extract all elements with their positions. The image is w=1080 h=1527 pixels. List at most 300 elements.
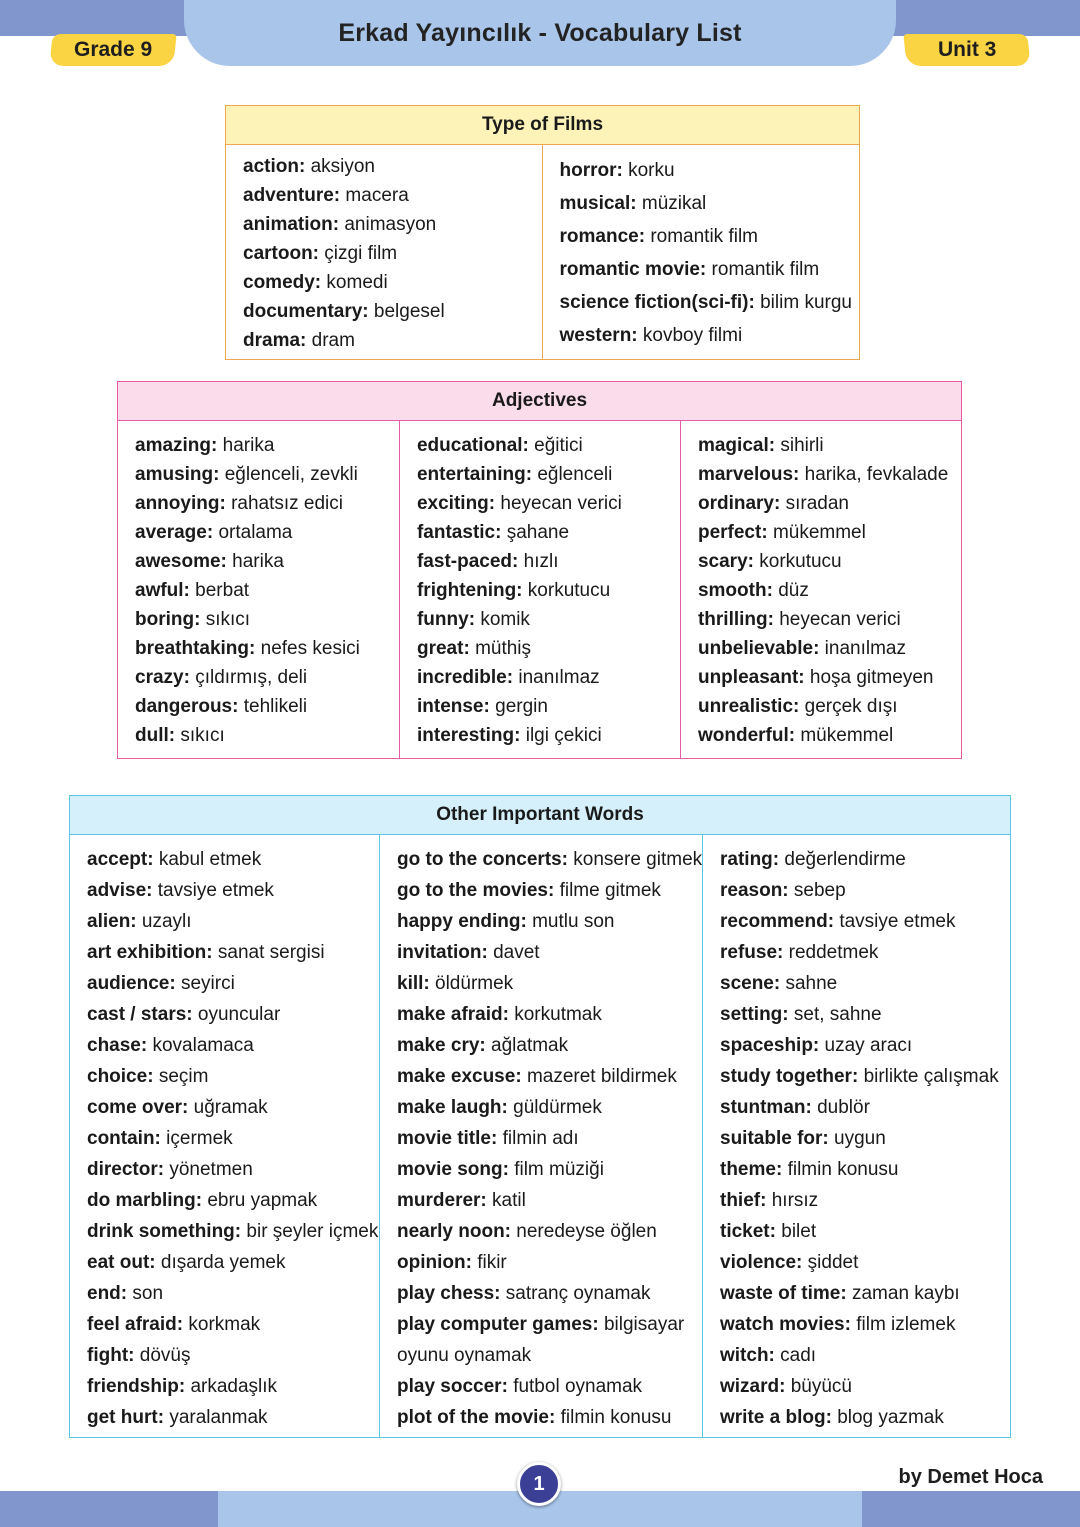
vocab-meaning: futbol oynamak	[513, 1376, 643, 1397]
vocab-meaning: filmin adı	[502, 1128, 579, 1149]
vocab-meaning: korkutucu	[527, 580, 611, 601]
vocab-meaning: sıradan	[785, 493, 849, 514]
vocab-term: horror:	[559, 160, 623, 181]
vocab-entry	[698, 436, 961, 455]
vocab-term: setting:	[720, 1004, 789, 1025]
vocab-entry	[87, 1098, 379, 1117]
vocab-term: happy ending:	[397, 911, 527, 932]
vocab-meaning: ağlatmak	[491, 1035, 569, 1056]
vocab-entry	[135, 726, 399, 745]
vocab-entry	[417, 523, 680, 542]
vocab-term: waste of time:	[720, 1283, 847, 1304]
vocab-entry	[87, 1191, 379, 1210]
vocab-term: kill:	[397, 973, 430, 994]
vocab-term: refuse:	[720, 942, 784, 963]
vocab-meaning: sebep	[793, 880, 846, 901]
vocab-term: cast / stars:	[87, 1004, 193, 1025]
vocab-entry	[720, 1408, 1009, 1427]
grade-badge	[49, 34, 176, 66]
vocab-entry	[698, 581, 961, 600]
vocab-term: do marbling:	[87, 1190, 203, 1211]
vocab-entry	[397, 1222, 702, 1241]
vocab-term: friendship:	[87, 1376, 186, 1397]
vocab-entry	[87, 1377, 379, 1396]
vocab-meaning: harika	[222, 435, 275, 456]
vocab-meaning: kovboy filmi	[642, 325, 743, 346]
vocab-term: romance:	[559, 226, 646, 247]
vocab-meaning: heyecan verici	[779, 609, 901, 630]
vocab-meaning: gerçek dışı	[804, 696, 898, 717]
vocab-meaning: uzaylı	[141, 911, 192, 932]
vocab-term: play computer games:	[397, 1314, 599, 1335]
vocab-meaning: arkadaşlık	[190, 1376, 278, 1397]
vocab-entry	[397, 1315, 702, 1334]
vocab-term: magical:	[697, 435, 776, 456]
vocab-term: violence:	[720, 1252, 803, 1273]
vocab-entry	[397, 1408, 702, 1427]
vocab-entry	[87, 912, 379, 931]
vocab-entry	[720, 1160, 1009, 1179]
films-column-2	[543, 145, 860, 359]
other-words-table-title: Other Important Words	[70, 796, 1010, 835]
vocab-entry	[243, 302, 542, 321]
vocab-term: get hurt:	[87, 1407, 165, 1428]
vocab-meaning: öldürmek	[435, 973, 514, 994]
vocab-term: art exhibition:	[87, 942, 213, 963]
vocab-entry	[135, 552, 399, 571]
vocab-meaning: korku	[628, 160, 675, 181]
vocab-entry	[720, 912, 1009, 931]
vocab-term: exciting:	[416, 493, 496, 514]
vocab-entry	[87, 1284, 379, 1303]
vocab-term: invitation:	[397, 942, 488, 963]
vocab-entry	[698, 552, 961, 571]
vocab-entry	[135, 494, 399, 513]
vocab-entry	[87, 1160, 379, 1179]
vocab-meaning: uzay aracı	[824, 1035, 913, 1056]
vocab-term: unrealistic:	[697, 696, 800, 717]
vocab-entry	[87, 1036, 379, 1055]
vocab-entry	[720, 974, 1009, 993]
vocab-entry	[720, 1005, 1009, 1024]
vocab-term: write a blog:	[720, 1407, 832, 1428]
page-number: 1	[533, 1472, 545, 1495]
vocab-meaning: dublör	[817, 1097, 870, 1118]
vocab-entry	[87, 881, 379, 900]
vocab-term: alien:	[87, 911, 137, 932]
vocab-meaning: heyecan verici	[500, 493, 622, 514]
vocab-entry	[87, 1222, 379, 1241]
vocab-meaning: ilgi çekici	[525, 725, 602, 746]
vocab-term: smooth:	[697, 580, 773, 601]
vocab-meaning: fikir	[477, 1252, 507, 1273]
vocab-meaning: sihirli	[780, 435, 824, 456]
vocab-entry	[87, 974, 379, 993]
vocab-term: amusing:	[135, 464, 220, 485]
vocab-term: go to the concerts:	[397, 849, 569, 870]
vocab-meaning: harika	[232, 551, 284, 572]
vocab-term: choice:	[87, 1066, 154, 1087]
vocab-entry	[87, 1408, 379, 1427]
vocab-entry	[720, 943, 1009, 962]
vocab-term: interesting:	[416, 725, 521, 746]
films-table-title: Type of Films	[226, 106, 859, 145]
vocab-entry	[720, 1253, 1009, 1272]
vocab-term: thrilling:	[697, 609, 774, 630]
vocab-entry	[243, 186, 542, 205]
vocab-term: funny:	[416, 609, 476, 630]
vocab-entry	[698, 639, 961, 658]
vocab-term: fight:	[87, 1345, 135, 1366]
vocab-entry	[87, 1005, 379, 1024]
vocab-meaning: cadı	[780, 1345, 817, 1366]
vocab-term: ticket:	[720, 1221, 776, 1242]
vocab-meaning: rahatsız edici	[231, 493, 344, 514]
vocab-entry	[417, 465, 680, 484]
vocab-meaning: bir şeyler içmek	[246, 1221, 379, 1242]
vocab-term: nearly noon:	[397, 1221, 512, 1242]
vocab-term: average:	[135, 522, 214, 543]
vocab-meaning: ebru yapmak	[207, 1190, 318, 1211]
vocab-entry	[243, 331, 542, 350]
vocab-entry	[720, 1129, 1009, 1148]
vocab-term: dull:	[135, 725, 176, 746]
vocab-term: contain:	[87, 1128, 161, 1149]
vocab-entry	[135, 639, 399, 658]
vocab-meaning: harika, fevkalade	[804, 464, 949, 485]
vocab-entry	[87, 850, 379, 869]
vocab-entry	[397, 974, 702, 993]
vocab-meaning: hoşa gitmeyen	[809, 667, 934, 688]
vocab-meaning: ortalama	[218, 522, 293, 543]
vocab-term: fantastic:	[416, 522, 502, 543]
vocab-term: play chess:	[397, 1283, 501, 1304]
vocab-entry	[135, 697, 399, 716]
vocab-meaning: bilet	[781, 1221, 817, 1242]
vocab-entry	[397, 1191, 702, 1210]
vocab-entry	[698, 668, 961, 687]
vocab-entry	[397, 1129, 702, 1148]
vocab-entry	[560, 227, 860, 246]
vocab-term: audience:	[87, 973, 176, 994]
vocab-meaning: sanat sergisi	[217, 942, 325, 963]
vocab-meaning: mazeret bildirmek	[526, 1066, 677, 1087]
vocab-meaning: kabul etmek	[158, 849, 262, 870]
other-words-column-2	[379, 835, 702, 1437]
vocab-term: great:	[416, 638, 470, 659]
vocab-term: eat out:	[87, 1252, 156, 1273]
vocab-meaning: dövüş	[139, 1345, 191, 1366]
vocab-entry	[417, 610, 680, 629]
vocab-meaning: satranç oynamak	[505, 1283, 651, 1304]
adjectives-column-2	[399, 421, 680, 758]
vocab-term: suitable for:	[720, 1128, 829, 1149]
vocab-term: murderer:	[397, 1190, 487, 1211]
vocab-term: make cry:	[397, 1035, 486, 1056]
vocab-term: crazy:	[135, 667, 190, 688]
vocab-entry	[135, 610, 399, 629]
vocab-entry	[397, 912, 702, 931]
vocab-entry	[417, 697, 680, 716]
vocab-term: stuntman:	[720, 1097, 812, 1118]
vocab-meaning: bilim kurgu	[760, 292, 852, 313]
vocab-entry	[720, 881, 1009, 900]
vocab-term: comedy:	[243, 272, 322, 293]
vocab-entry	[135, 523, 399, 542]
vocab-meaning: müthiş	[475, 638, 532, 659]
vocab-meaning: mükemmel	[772, 522, 866, 543]
vocab-entry	[417, 726, 680, 745]
page-number-badge	[517, 1462, 561, 1506]
vocab-meaning: eğlenceli	[537, 464, 613, 485]
vocab-meaning: seçim	[158, 1066, 209, 1087]
vocab-meaning: bilgisayar	[603, 1314, 685, 1335]
vocab-entry	[720, 850, 1009, 869]
vocab-term: opinion:	[397, 1252, 472, 1273]
vocab-entry	[698, 494, 961, 513]
vocab-meaning: animasyon	[344, 214, 437, 235]
vocab-term: perfect:	[697, 522, 768, 543]
vocab-term: breathtaking:	[135, 638, 256, 659]
vocab-meaning: neredeyse öğlen	[516, 1221, 657, 1242]
vocab-term: end:	[87, 1283, 128, 1304]
vocab-meaning: film müziği	[514, 1159, 604, 1180]
vocab-entry	[397, 850, 702, 869]
vocab-term: make afraid:	[397, 1004, 509, 1025]
vocab-entry	[560, 326, 860, 345]
vocab-meaning: filmin konusu	[787, 1159, 899, 1180]
other-words-table	[69, 795, 1011, 1438]
vocab-meaning: büyücü	[790, 1376, 853, 1397]
vocab-term: advise:	[87, 880, 153, 901]
vocab-term: ordinary:	[697, 493, 781, 514]
adjectives-table	[117, 381, 962, 759]
vocab-entry	[417, 668, 680, 687]
vocab-meaning: davet	[493, 942, 540, 963]
vocab-entry	[397, 1377, 702, 1396]
vocab-term: rating:	[720, 849, 780, 870]
vocab-term: dangerous:	[135, 696, 239, 717]
vocab-term: western:	[559, 325, 638, 346]
vocab-entry	[698, 523, 961, 542]
vocab-entry	[243, 215, 542, 234]
vocab-term: frightening:	[416, 580, 523, 601]
films-table	[225, 105, 860, 360]
vocab-entry	[560, 293, 860, 312]
vocab-meaning: macera	[345, 185, 409, 206]
vocab-meaning: değerlendirme	[784, 849, 906, 870]
vocab-entry	[397, 1346, 702, 1365]
vocab-meaning: kovalamaca	[152, 1035, 254, 1056]
adjectives-column-1	[118, 421, 399, 758]
header-title-banner	[184, 0, 896, 66]
vocab-term: movie song:	[397, 1159, 509, 1180]
vocab-term: incredible:	[416, 667, 514, 688]
author-credit: by Demet Hoca	[898, 1466, 1043, 1488]
vocab-entry	[698, 697, 961, 716]
vocab-entry	[720, 1191, 1009, 1210]
vocab-entry	[397, 943, 702, 962]
vocab-term: awesome:	[135, 551, 227, 572]
vocab-meaning: dışarda yemek	[160, 1252, 286, 1273]
vocab-term: intense:	[416, 696, 490, 717]
vocab-meaning: blog yazmak	[837, 1407, 944, 1428]
vocab-entry	[87, 1346, 379, 1365]
vocab-term: science fiction(sci-fi):	[559, 292, 755, 313]
vocab-term: educational:	[416, 435, 529, 456]
vocab-term: make laugh:	[397, 1097, 508, 1118]
vocab-meaning: düz	[778, 580, 809, 601]
vocab-meaning: eğitici	[534, 435, 583, 456]
vocab-entry	[397, 1005, 702, 1024]
vocab-entry	[135, 668, 399, 687]
vocab-entry	[397, 881, 702, 900]
vocab-entry	[87, 943, 379, 962]
vocab-entry	[397, 1067, 702, 1086]
vocab-term: cartoon:	[243, 243, 319, 264]
vocab-entry	[397, 1253, 702, 1272]
vocab-entry	[560, 260, 860, 279]
vocab-meaning: filmin konusu	[560, 1407, 672, 1428]
vocab-term: director:	[87, 1159, 165, 1180]
vocab-term: drama:	[243, 330, 307, 351]
vocab-term: boring:	[135, 609, 201, 630]
vocab-term: annoying:	[135, 493, 226, 514]
vocab-entry	[698, 726, 961, 745]
vocab-meaning: uğramak	[193, 1097, 268, 1118]
vocab-meaning: nefes kesici	[260, 638, 360, 659]
vocab-meaning: tavsiye etmek	[839, 911, 956, 932]
vocab-term: fast-paced:	[416, 551, 519, 572]
vocab-term: come over:	[87, 1097, 189, 1118]
vocab-entry	[135, 465, 399, 484]
vocab-entry	[87, 1253, 379, 1272]
unit-label: Unit 3	[937, 38, 997, 61]
page-title: Erkad Yayıncılık - Vocabulary List	[338, 18, 742, 47]
vocab-term: reason:	[720, 880, 789, 901]
vocab-term: spaceship:	[720, 1035, 820, 1056]
vocab-term: animation:	[243, 214, 340, 235]
vocab-entry	[720, 1098, 1009, 1117]
vocab-meaning: gergin	[495, 696, 548, 717]
vocab-term: musical:	[559, 193, 637, 214]
vocab-meaning: çıldırmış, deli	[195, 667, 308, 688]
vocab-meaning: son	[132, 1283, 164, 1304]
vocab-meaning: komedi	[326, 272, 388, 293]
vocab-entry	[87, 1315, 379, 1334]
vocab-entry	[397, 1284, 702, 1303]
vocab-term: recommend:	[720, 911, 835, 932]
vocab-meaning: eğlenceli, zevkli	[224, 464, 358, 485]
vocab-meaning: romantik film	[711, 259, 820, 280]
vocab-meaning: güldürmek	[513, 1097, 602, 1118]
vocab-entry	[720, 1377, 1009, 1396]
vocab-term: awful:	[135, 580, 190, 601]
vocab-meaning: korkutucu	[759, 551, 842, 572]
vocab-meaning: çizgi film	[324, 243, 398, 264]
vocab-term: thief:	[720, 1190, 767, 1211]
vocab-meaning: şahane	[506, 522, 570, 543]
vocab-meaning: mutlu son	[532, 911, 615, 932]
vocab-entry	[560, 161, 860, 180]
vocab-meaning: dram	[311, 330, 355, 351]
vocab-meaning: korkmak	[188, 1314, 261, 1335]
vocab-meaning: yönetmen	[169, 1159, 253, 1180]
adjectives-column-3	[680, 421, 961, 758]
vocab-meaning: romantik film	[650, 226, 758, 247]
vocab-meaning: set, sahne	[793, 1004, 882, 1025]
vocab-term: unpleasant:	[697, 667, 805, 688]
vocab-entry	[135, 436, 399, 455]
vocab-meaning: hızlı	[523, 551, 559, 572]
vocab-term: wonderful:	[697, 725, 796, 746]
vocab-term: go to the movies:	[397, 880, 555, 901]
vocab-term: marvelous:	[697, 464, 800, 485]
vocab-meaning: belgesel	[373, 301, 445, 322]
vocab-term: make excuse:	[397, 1066, 522, 1087]
vocab-meaning: tavsiye etmek	[157, 880, 274, 901]
vocab-term: romantic movie:	[559, 259, 707, 280]
vocab-entry	[417, 581, 680, 600]
vocab-term: play soccer:	[397, 1376, 508, 1397]
vocab-entry	[720, 1346, 1009, 1365]
vocab-entry	[135, 581, 399, 600]
vocab-term: feel afraid:	[87, 1314, 184, 1335]
vocab-meaning: aksiyon	[310, 156, 375, 177]
vocab-entry	[417, 639, 680, 658]
vocab-meaning: reddetmek	[788, 942, 879, 963]
vocab-meaning: korkutmak	[514, 1004, 602, 1025]
vocab-meaning: sıkıcı	[205, 609, 251, 630]
vocab-entry	[698, 465, 961, 484]
vocab-meaning: seyirci	[180, 973, 235, 994]
vocab-term: witch:	[720, 1345, 775, 1366]
vocab-entry	[87, 1067, 379, 1086]
adjectives-table-title: Adjectives	[118, 382, 961, 421]
vocab-meaning: katil	[492, 1190, 526, 1211]
vocab-entry	[243, 157, 542, 176]
vocab-meaning: müzikal	[641, 193, 707, 214]
vocab-meaning: zaman kaybı	[851, 1283, 960, 1304]
vocab-meaning: filme gitmek	[559, 880, 661, 901]
vocab-term: study together:	[720, 1066, 859, 1087]
vocab-term: plot of the movie:	[397, 1407, 556, 1428]
vocab-term: documentary:	[243, 301, 369, 322]
vocab-entry	[720, 1284, 1009, 1303]
vocab-term: scary:	[697, 551, 754, 572]
other-words-column-1	[70, 835, 379, 1437]
vocab-meaning: içermek	[166, 1128, 233, 1149]
vocab-meaning: film izlemek	[856, 1314, 956, 1335]
vocab-meaning: sıkıcı	[180, 725, 225, 746]
vocab-meaning: inanılmaz	[824, 638, 906, 659]
vocab-term: drink something:	[87, 1221, 242, 1242]
vocab-meaning: berbat	[195, 580, 250, 601]
vocab-meaning: yaralanmak	[169, 1407, 268, 1428]
vocab-term: scene:	[720, 973, 781, 994]
vocab-entry	[698, 610, 961, 629]
vocab-term: chase:	[87, 1035, 148, 1056]
grade-label: Grade 9	[73, 38, 153, 61]
vocab-meaning: konsere gitmek	[573, 849, 703, 870]
other-words-column-3	[702, 835, 1009, 1437]
vocab-meaning: inanılmaz	[518, 667, 600, 688]
vocab-term: watch movies:	[720, 1314, 851, 1335]
vocab-term: wizard:	[720, 1376, 786, 1397]
vocab-entry	[87, 1129, 379, 1148]
vocab-meaning: oyuncular	[197, 1004, 281, 1025]
vocab-entry	[243, 244, 542, 263]
